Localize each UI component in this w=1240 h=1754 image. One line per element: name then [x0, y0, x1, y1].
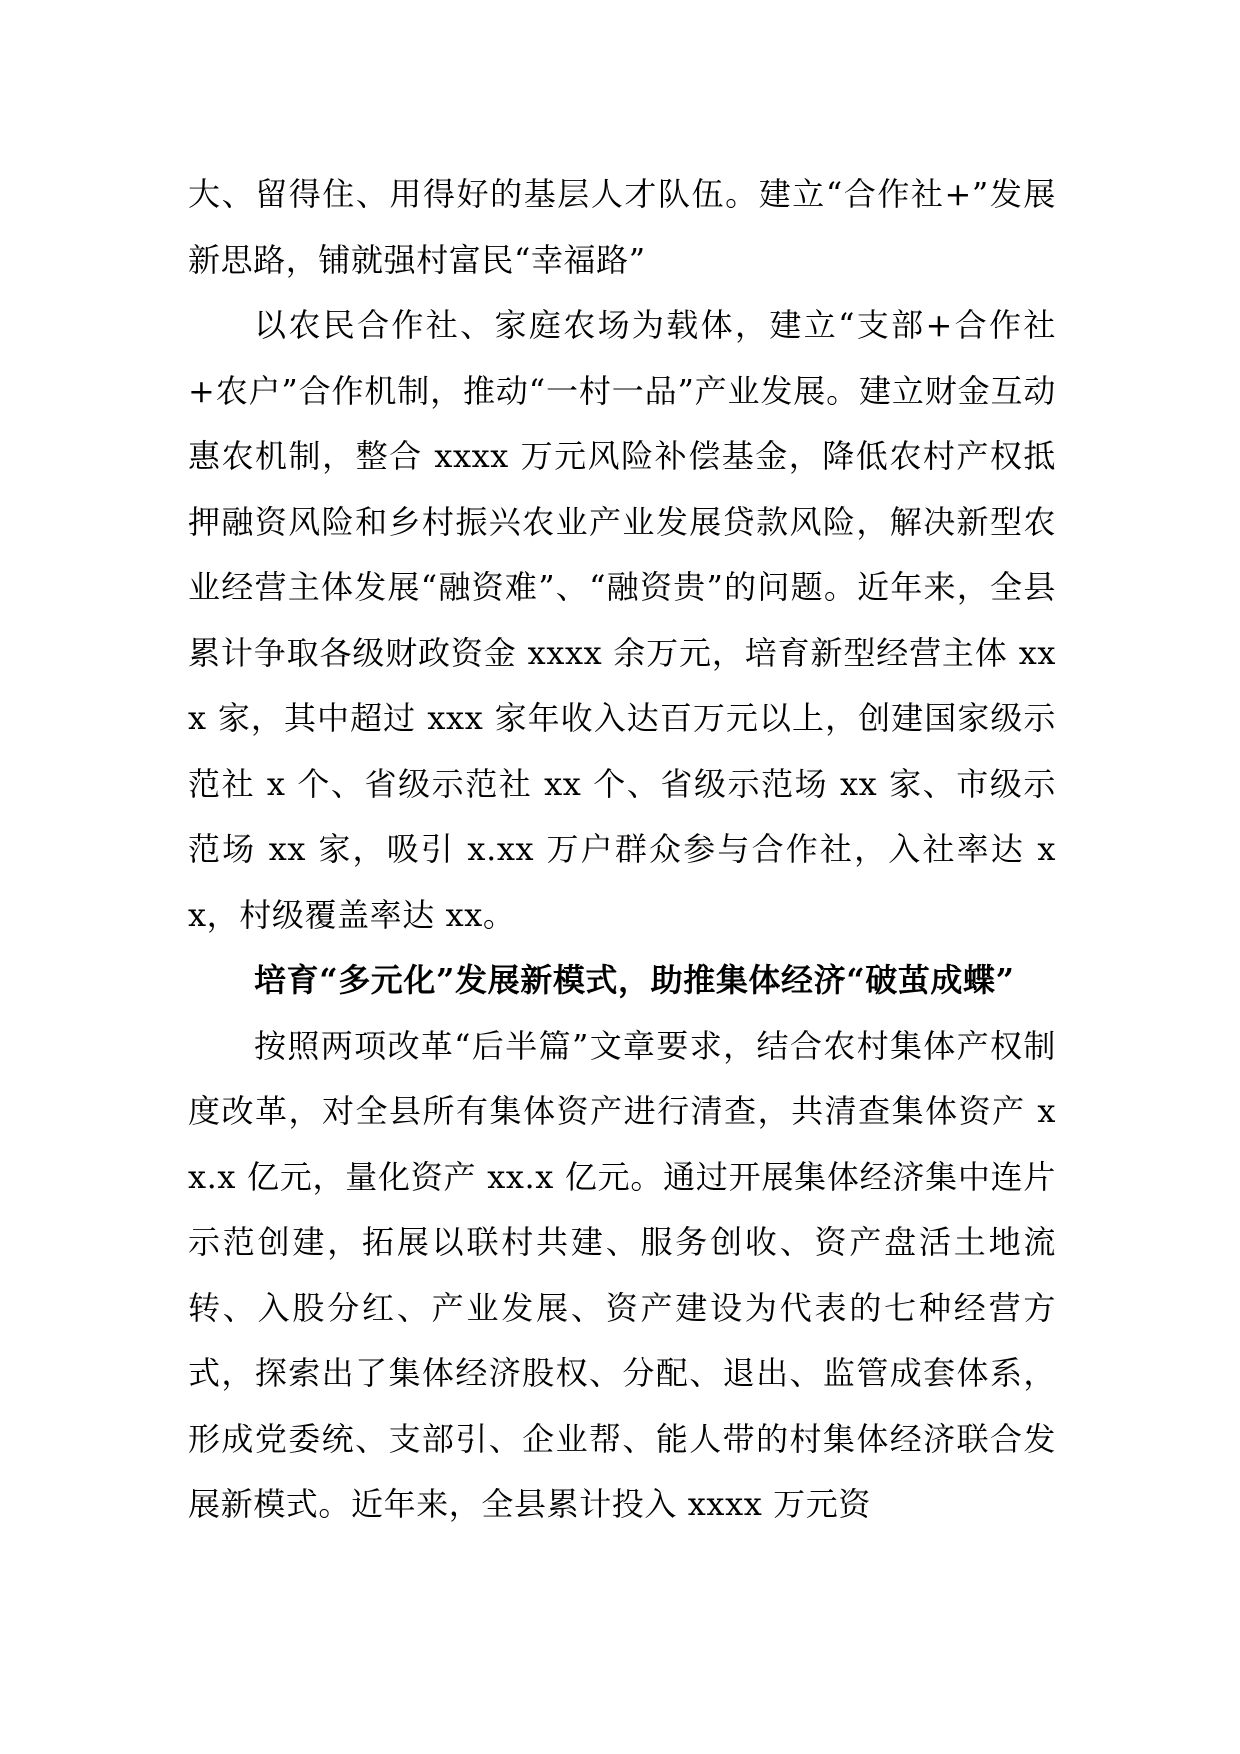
paragraph-collective-economy: 按照两项改革“后半篇”文章要求，结合农村集体产权制度改革，对全县所有集体资产进行清查，共清查集体资产 xx.x 亿元，量化资产 xx.x 亿元。通过开展集体经济集中连片示范创建，拓展以联村共建、服务创收、资产盘活土地流转、入股分红、产业发展、资产建设为代表的七种经营方式，探索出了集体经济股权、分配、退出、监管成套体系，形成党委统、支部引、企业帮、能人带的村集体经济联合发展新模式。近年来，全县累计投入 xxxx 万元资 — [188, 1026, 1056, 1523]
paragraph-cooperative: 以农民合作社、家庭农场为载体，建立“支部+合作社+农户”合作机制，推动“一村一品”产业发展。建立财金互动惠农机制，整合 xxxx 万元风险补偿基金，降低农村产权抵押融资风险和乡村振兴农业产业发展贷款风险，解决新型农业经营主体发展“融资难”、“融资贵”的问题。近年来，全县累计争取各级财政资金 xxxx 余万元，培育新型经营主体 xxx 家，其中超过 xxx 家年收入达百万元以上，创建国家级示范社 x 个、省级示范社 xx 个、省级示范场 xx 家、市级示范场 xx 家，吸引 x.xx 万户群众参与合作社，入社率达 xx，村级覆盖率达 xx。 — [188, 306, 1056, 934]
paragraph-continuation: 大、留得住、用得好的基层人才队伍。建立“合作社+”发展新思路，铺就强村富民“幸福路” — [188, 175, 1056, 279]
section-heading: 培育“多元化”发展新模式，助推集体经济“破茧成蝶” — [254, 961, 1015, 999]
document-page — [188, 162, 1056, 1538]
